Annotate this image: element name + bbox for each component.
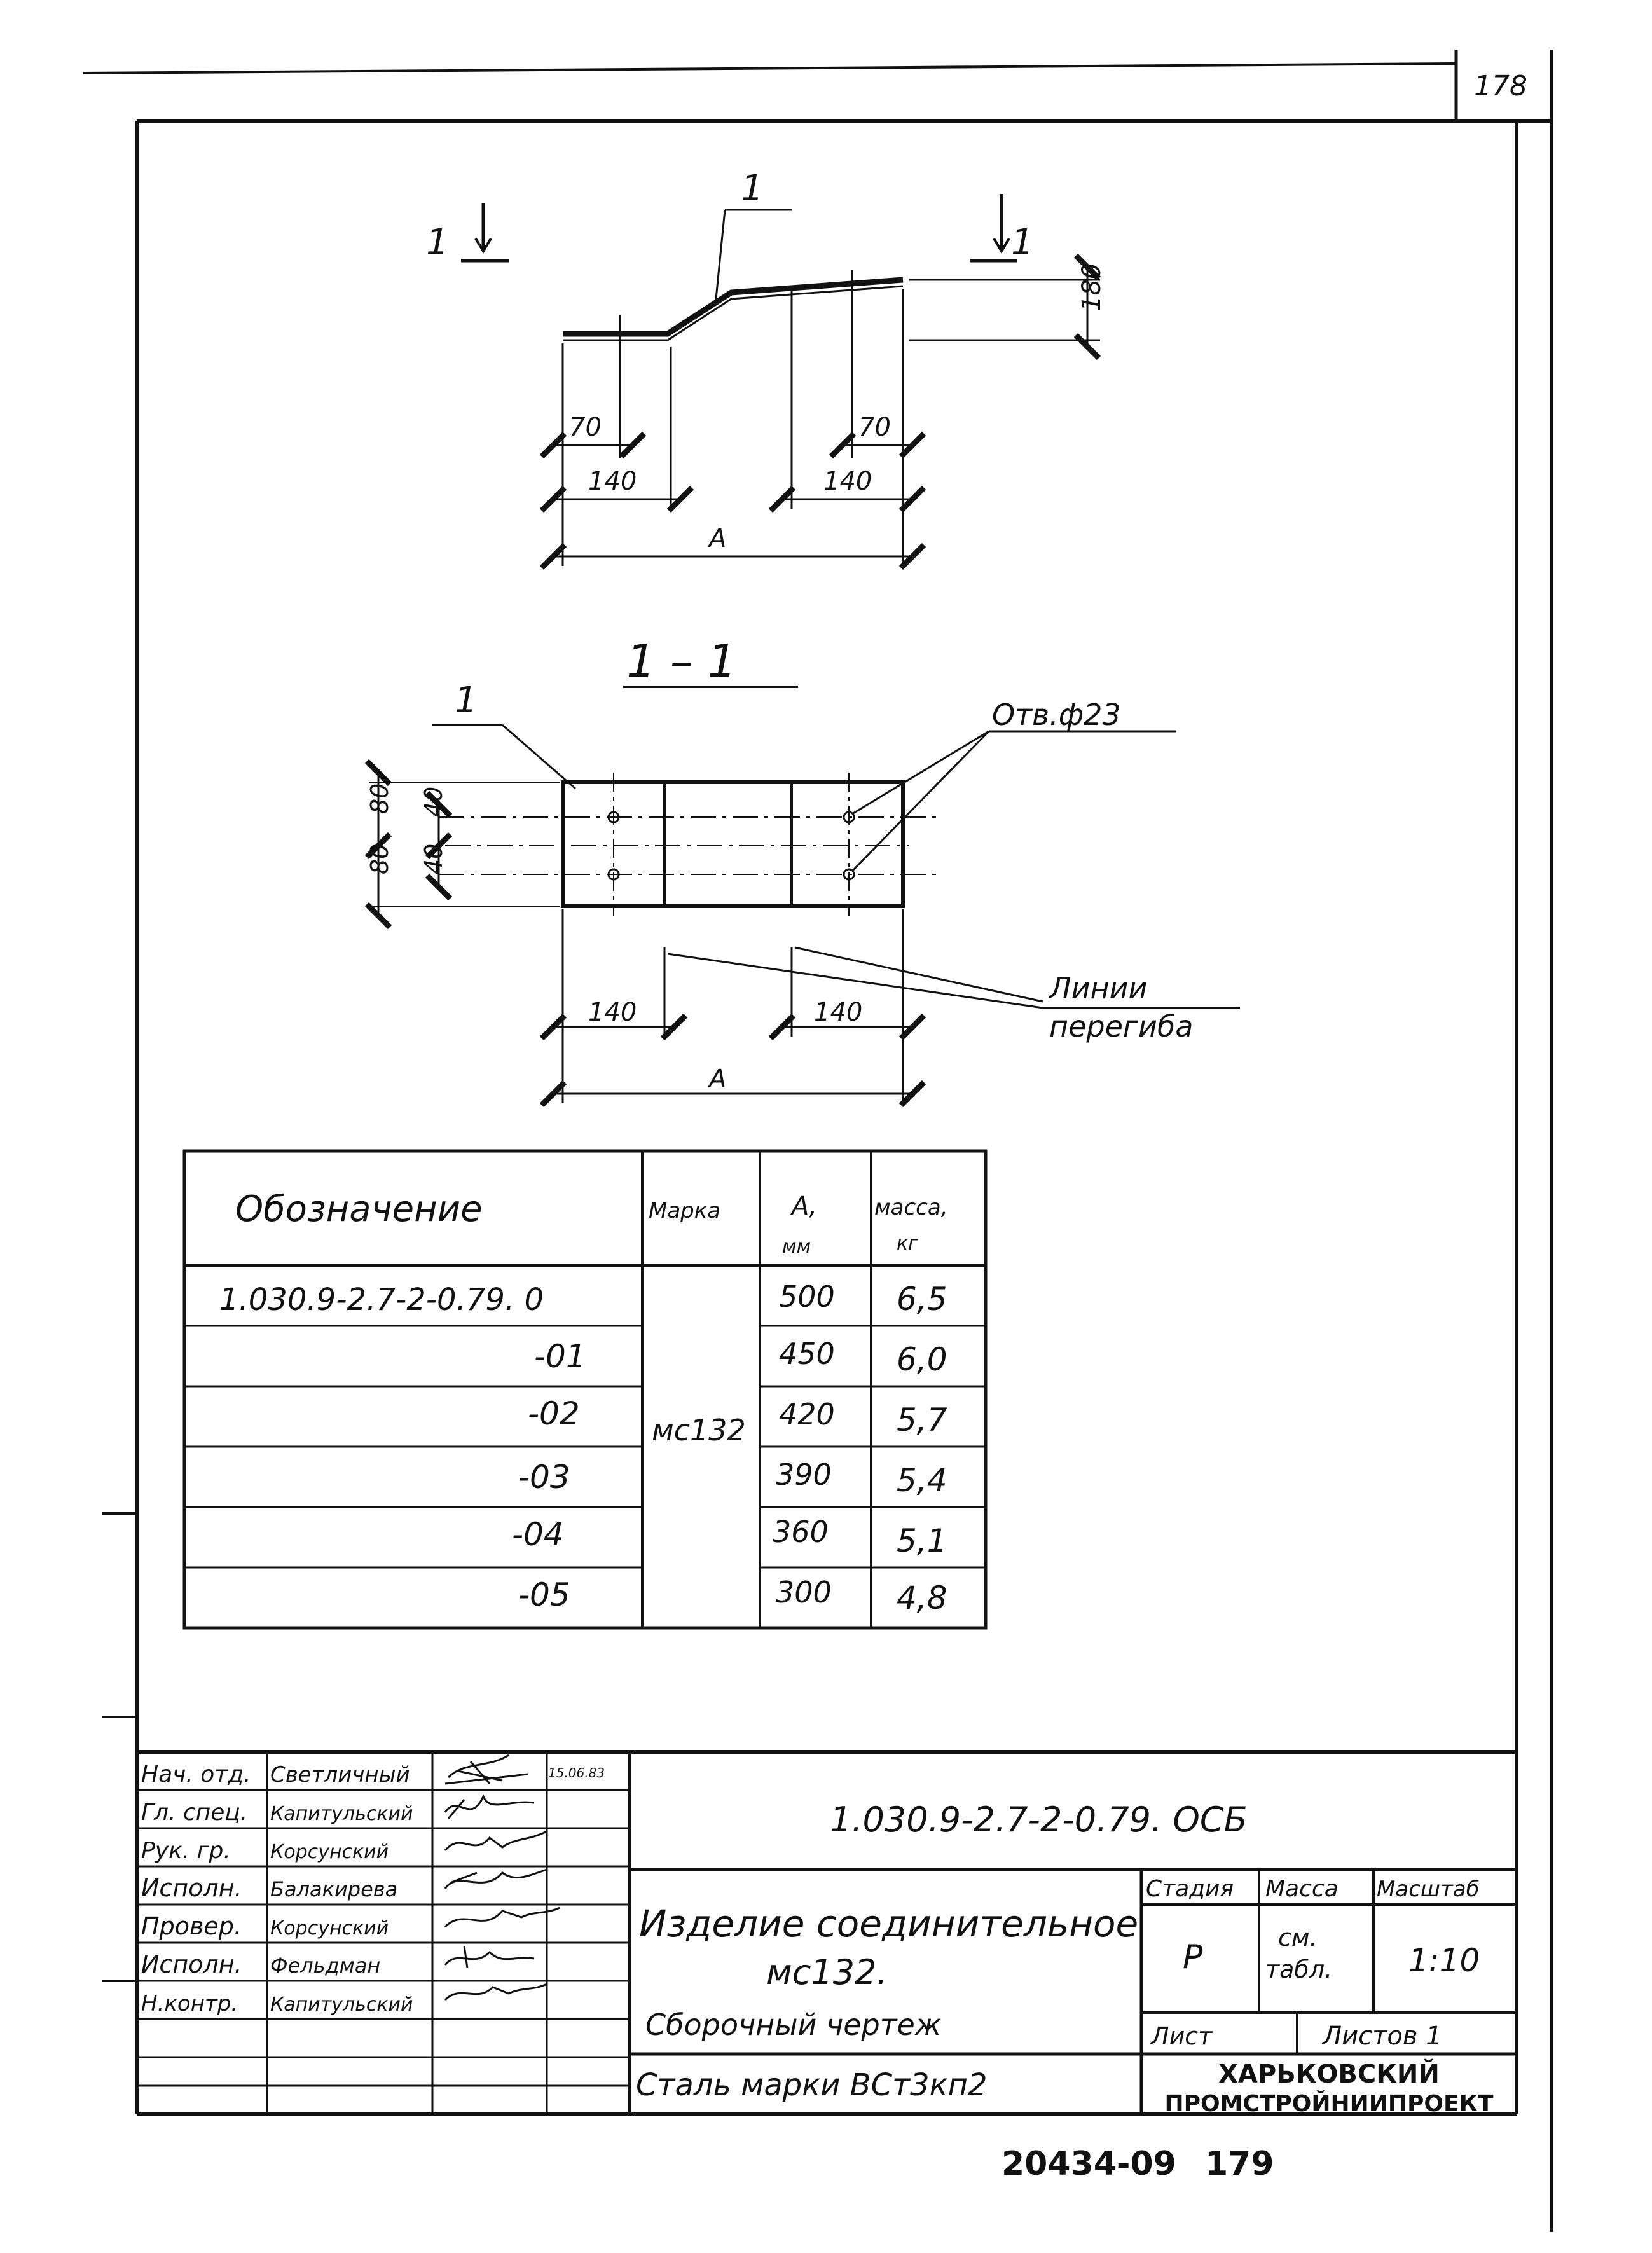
person-name: Капитульский <box>270 1803 413 1825</box>
total-dim: A <box>709 524 727 553</box>
product-mark: мс132. <box>766 1952 888 1992</box>
header-mass: масса, <box>874 1195 948 1220</box>
row-a: 420 <box>779 1397 835 1431</box>
sheets-label: Листов 1 <box>1323 2022 1442 2051</box>
row-designation: -02 <box>528 1395 580 1432</box>
doc-code: 1.030.9-2.7-2-0.79. ОСБ <box>830 1800 1248 1840</box>
title-block-text <box>636 1800 1494 2117</box>
bend-right-dim: 140 <box>823 467 872 496</box>
header-mark: Марка <box>649 1198 721 1223</box>
side-view-labels <box>426 168 1106 553</box>
offset-right-dim: 70 <box>858 413 891 442</box>
row-mass: 6,5 <box>897 1281 947 1318</box>
bend-lines-note-2: перегиба <box>1049 1009 1194 1044</box>
section-mark-left: 1 <box>426 222 449 263</box>
row-designation: -01 <box>534 1338 586 1375</box>
role-label: Исполн. <box>141 1950 242 1978</box>
role-label: Исполн. <box>141 1874 242 1902</box>
plan-total-dim: A <box>709 1064 727 1094</box>
header-a-unit: мм <box>782 1236 811 1258</box>
mass-value-1: см. <box>1278 1924 1318 1952</box>
section-title: 1 – 1 <box>626 635 737 688</box>
organization-line-2: ПРОМСТРОЙНИИПРОЕКТ <box>1164 2091 1494 2117</box>
offset-left-dim: 70 <box>569 413 602 442</box>
plan-view-labels <box>366 680 1194 1094</box>
hole-top-dim: 40 <box>420 786 448 817</box>
hole-bottom-dim: 40 <box>420 843 448 874</box>
scale-value: 1:10 <box>1408 1942 1480 1979</box>
position-label: 1 <box>741 168 764 209</box>
person-name: Фельдман <box>270 1953 381 1978</box>
row-a: 390 <box>776 1457 832 1492</box>
person-name: Капитульский <box>270 1994 413 2016</box>
row-mass: 5,7 <box>897 1402 947 1438</box>
material-note: Сталь марки ВСт3кп2 <box>636 2067 988 2103</box>
archive-number: 20434-09 <box>1002 2145 1176 2183</box>
role-label: Провер. <box>141 1912 242 1940</box>
header-a: А, <box>792 1192 818 1221</box>
organization-line-1: ХАРЬКОВСКИЙ <box>1218 2060 1440 2089</box>
role-label: Нач. отд. <box>141 1761 251 1788</box>
row-designation: -04 <box>512 1516 564 1553</box>
row-a: 500 <box>779 1279 835 1314</box>
signature-roles <box>141 1761 605 2016</box>
role-label: Н.контр. <box>141 1991 238 2016</box>
role-label: Гл. спец. <box>141 1800 248 1826</box>
person-name: Корсунский <box>270 1841 389 1863</box>
person-name: Светличный <box>270 1762 410 1788</box>
plan-position-label: 1 <box>455 680 478 721</box>
sheet-label: Лист <box>1151 2022 1213 2050</box>
height-dim: 180 <box>1077 263 1106 312</box>
scale-label: Масштаб <box>1377 1877 1480 1902</box>
row-a: 360 <box>773 1515 829 1549</box>
mark-value: мс132 <box>652 1413 746 1447</box>
header-mass-unit: кг <box>897 1232 918 1255</box>
row-a: 450 <box>779 1337 835 1371</box>
person-name: Корсунский <box>270 1917 389 1940</box>
header-designation: Обозначение <box>235 1189 483 1230</box>
signatures <box>445 1755 560 2000</box>
width-bottom-dim: 80 <box>366 843 394 874</box>
sheet-number: 178 <box>1474 70 1527 102</box>
row-mass: 6,0 <box>897 1341 947 1378</box>
plan-right-dim: 140 <box>814 998 863 1027</box>
drawing-type: Сборочный чертеж <box>645 2008 942 2042</box>
side-view <box>461 194 1100 566</box>
row-mass: 5,1 <box>897 1522 947 1559</box>
row-designation: -03 <box>518 1459 570 1496</box>
section-mark-right: 1 <box>1011 222 1034 263</box>
bend-lines-note-1: Линии <box>1049 971 1148 1005</box>
width-top-dim: 80 <box>366 783 394 814</box>
stage-label: Стадия <box>1146 1876 1234 1902</box>
sign-date: 15.06.83 <box>548 1765 605 1781</box>
row-designation: -05 <box>518 1576 570 1613</box>
bend-left-dim: 140 <box>588 467 637 496</box>
page-number: 179 <box>1205 2145 1274 2183</box>
row-mass: 4,8 <box>897 1580 947 1616</box>
stage-value: Р <box>1183 1938 1203 1976</box>
row-designation: 1.030.9-2.7-2-0.79. 0 <box>219 1282 544 1318</box>
plan-left-dim: 140 <box>588 998 637 1027</box>
mass-value-2: табл. <box>1265 1955 1333 1983</box>
spec-table-text <box>219 1189 948 1616</box>
row-a: 300 <box>776 1575 832 1609</box>
mass-label: Масса <box>1265 1876 1339 1902</box>
person-name: Балакирева <box>270 1877 398 1901</box>
hole-note: Отв.ф23 <box>992 698 1121 732</box>
row-mass: 5,4 <box>897 1462 947 1499</box>
role-label: Рук. гр. <box>141 1838 231 1864</box>
product-title: Изделие соединительное <box>639 1902 1139 1945</box>
